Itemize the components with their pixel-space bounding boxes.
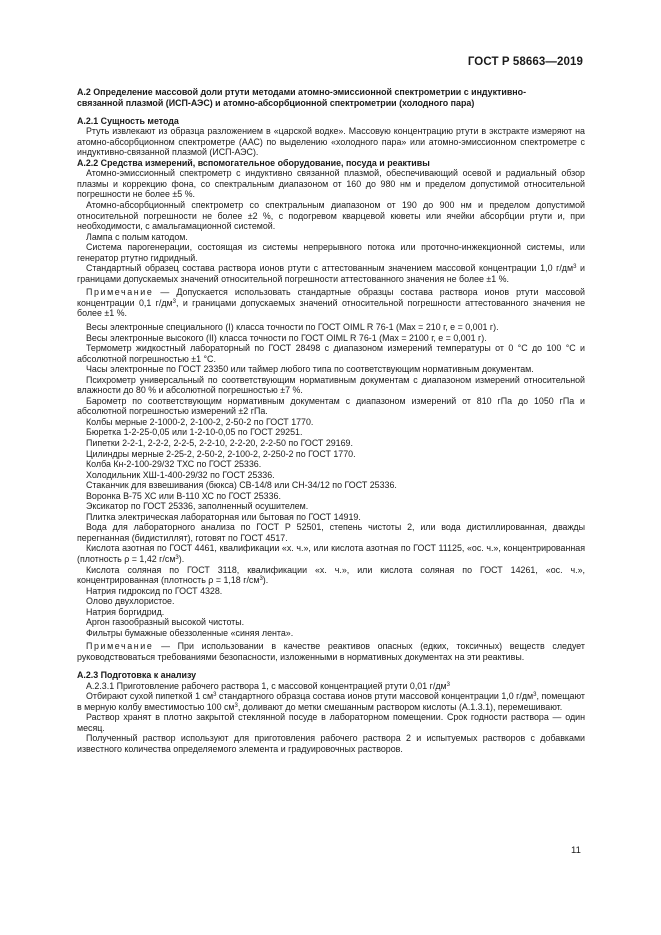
text-run: Отбирают сухой пипеткой 1 см — [86, 691, 214, 702]
superscript: 3 — [259, 576, 263, 583]
superscript: 3 — [573, 264, 577, 271]
document-code: ГОСТ Р 58663—2019 — [467, 56, 583, 68]
superscript: 3 — [234, 702, 238, 709]
note — [77, 641, 585, 662]
section-title-line1: А.2 Определение массовой доли ртути методами атомно-эмиссионной спектрометрии с индуктивно- — [77, 87, 527, 97]
text-run: Стандартный образец состава раствора ионов ртути с аттестованным значением массовой концентрации 1,0 г/дм — [86, 263, 574, 274]
note — [77, 287, 585, 319]
paragraph: Часы электронные по ГОСТ 23350 или таймер любого типа по соответствующим нормативным документам. — [86, 364, 534, 375]
paragraph: Олово двухлористое. — [86, 596, 175, 607]
text-run: и границами допускаемых значений относительной погрешности аттестованного значения не более ±1 %. — [77, 263, 585, 284]
paragraph: Колба Кн-2-100-29/32 ТХС по ГОСТ 25336. — [86, 459, 262, 470]
page-number: 11 — [571, 845, 581, 856]
subsection-heading: А.2.1 Сущность метода — [77, 115, 179, 126]
superscript: 3 — [172, 298, 176, 305]
subsection-heading: А.2.2 Средства измерений, вспомогательное оборудование, посуда и реактивы — [77, 157, 430, 168]
page-content — [77, 87, 585, 754]
text-run: — Допускается использовать стандартные образцы состава раствора ионов ртути массовой концентрации 0,1 г/дм — [77, 287, 585, 308]
text-run: Кислота азотная по ГОСТ 4461, квалификации «х. ч.», или кислота азотная по ГОСТ 11125, «ос. ч.», концентрированная (плотность ρ = 1,42 г/см — [77, 543, 585, 565]
text-run: А.2.3.1 Приготовление рабочего раствора 1, с массовой концентрацией ртути 0,01 г/дм — [86, 680, 447, 691]
superscript: 3 — [446, 681, 450, 688]
paragraph: Воронка В-75 ХС или В-110 ХС по ГОСТ 25336. — [86, 490, 281, 501]
paragraph — [77, 543, 585, 564]
section-title-line2: связанной плазмой (ИСП-АЭС) и атомно-абсорбционной спектрометрии (холодного пара) — [77, 97, 475, 108]
superscript: 3 — [533, 692, 537, 699]
note-label: Примечание — [86, 641, 154, 652]
text-run: , и границами допускаемых значений относительной погрешности аттестованного значения не более ±1 %. — [77, 297, 586, 319]
paragraph: Цилиндры мерные 2-25-2, 2-50-2, 2-100-2, 2-250-2 по ГОСТ 1770. — [86, 448, 356, 459]
paragraph: Лампа с полым катодом. — [86, 231, 188, 242]
paragraph: Колбы мерные 2-1000-2, 2-100-2, 2-50-2 по ГОСТ 1770. — [86, 416, 314, 427]
text-run: , доливают до метки смешанным раствором кислоты (А.1.3.1), перемешивают. — [237, 701, 563, 712]
paragraph: Атомно-абсорбционный спектрометр со спектральным диапазоном от 190 до 900 нм и пределом допустимой относительной погрешности не более ±2 %, с подогревом кварцевой кюветы или ячейки абсорбции ртути и, при необходимости, с амальгамационной системой. — [77, 199, 585, 232]
paragraph — [77, 263, 585, 284]
paragraph: Плитка электрическая лабораторная или бытовая по ГОСТ 14919. — [86, 511, 361, 522]
superscript: 3 — [213, 692, 217, 699]
text-run: — При использовании в качестве реактивов опасных (едких, токсичных) веществ следует руководствоваться требованиями безопасности, изложенными в нормативных документах на эти реактивы. — [77, 641, 585, 662]
text-run: , помещают в мерную колбу вместимостью 100 см — [77, 691, 585, 712]
paragraph: Барометр по соответствующим нормативным документам с диапазоном измерений от 810 гПа до 1050 гПа и абсолютной погрешностью измерений ±2 гПа. — [77, 395, 585, 417]
subsection-heading: А.2.3 Подготовка к анализу — [77, 669, 197, 680]
paragraph: Психрометр универсальный по соответствующим нормативным документам с диапазоном измерений относительной влажности до 80 % и абсолютной погрешностью ±7 %. — [77, 374, 585, 396]
paragraph — [77, 691, 585, 712]
paragraph: Раствор хранят в плотно закрытой стеклянной посуде в лабораторном помещении. Срок годности раствора — один месяц. — [77, 712, 585, 733]
paragraph: Холодильник ХШ-1-400-29/32 по ГОСТ 25336. — [86, 469, 275, 480]
paragraph: Эксикатор по ГОСТ 25336, заполненный осушителем. — [86, 501, 309, 512]
text-run: ). — [262, 575, 269, 586]
paragraph: Фильтры бумажные обеззоленные «синяя лента». — [86, 627, 294, 638]
note-label: Примечание — [86, 287, 154, 298]
paragraph: Весы электронные специального (I) класса точности по ГОСТ OIML R 76-1 (Max = 210 г, e = 0,001 г). — [86, 321, 499, 332]
paragraph: Натрия гидроксид по ГОСТ 4328. — [86, 585, 223, 596]
paragraph: Вода для лабораторного анализа по ГОСТ Р 52501, степень чистоты 2, или вода дистиллированная, дважды перегнанная (бидистиллят), готовят по ГОСТ 4517. — [77, 522, 585, 543]
paragraph: Атомно-эмиссионный спектрометр с индуктивно связанной плазмой, обеспечивающий осевой и радиальный обзор плазмы и коррекцию фона, со спектральным диапазоном от 160 до 980 нм и пределом допустимой относительной погрешности не более ±5 %. — [77, 168, 585, 200]
paragraph: Пипетки 2-2-1, 2-2-2, 2-2-5, 2-2-10, 2-2-20, 2-2-50 по ГОСТ 29169. — [86, 438, 353, 448]
paragraph: Термометр жидкостный лабораторный по ГОСТ 28498 с диапазоном измерений температуры от 0 °С до 100 °С и абсолютной погрешностью ±1 °С. — [77, 343, 585, 364]
paragraph: Натрия боргидрид. — [86, 606, 165, 617]
paragraph — [77, 681, 585, 692]
paragraph: Бюретка 1-2-25-0,05 или 1-2-10-0,05 по ГОСТ 29251. — [86, 427, 303, 438]
paragraph: Система парогенерации, состоящая из системы непрерывного потока или проточно-инжекционной системы, или генератор ртутно гидридный. — [77, 242, 585, 263]
text-run: стандартного образца состава ионов ртути массовой концентрации 1,0 г/дм — [216, 691, 534, 702]
paragraph: Ртуть извлекают из образца разложением в «царской водке». Массовую концентрацию ртути в экстракте измеряют на атомно-абсорбционном спектрометре (ААС) по выделению «холодного пара» или атомно-эмиссионном спектрометре с индуктивно-связанной плазмой (ИСП-АЭС). — [77, 126, 585, 158]
paragraph: Аргон газообразный высокой чистоты. — [86, 617, 245, 628]
text-run: Кислота соляная по ГОСТ 3118, квалификации «х. ч.», или кислота соляная по ГОСТ 14261, «ос. ч.», концентрированная (плотность ρ = 1,18 г/см — [77, 564, 585, 586]
text-run: ). — [178, 554, 185, 565]
paragraph: Стаканчик для взвешивания (бюкса) СВ-14/8 или СН-34/12 по ГОСТ 25336. — [86, 480, 397, 491]
paragraph: Полученный раствор используют для приготовления рабочего раствора 2 и испытуемых растворов с добавками известного количества определяемого элемента и градуировочных растворов. — [77, 733, 585, 754]
section-title — [77, 87, 585, 108]
paragraph — [77, 565, 585, 586]
paragraph: Весы электронные высокого (II) класса точности по ГОСТ OIML R 76-1 (Max = 2100 г, e = 0,001 г). — [86, 332, 487, 343]
superscript: 3 — [175, 555, 179, 562]
